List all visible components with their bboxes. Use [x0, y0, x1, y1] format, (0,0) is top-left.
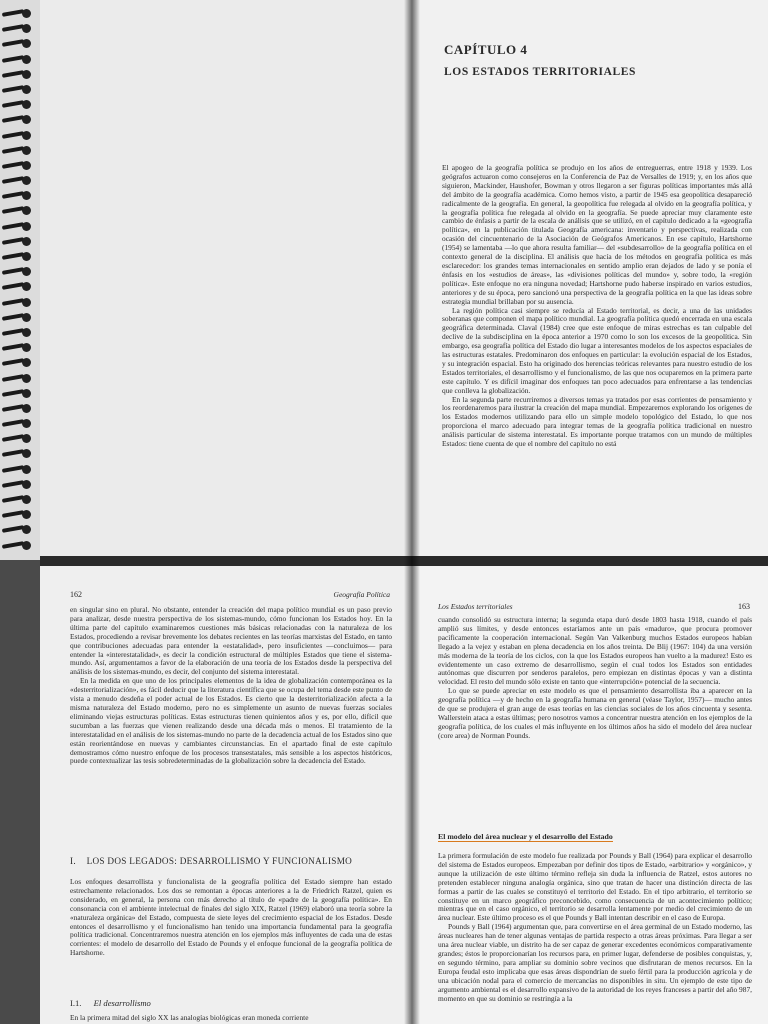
spiral-ring [0, 97, 42, 112]
section-body [70, 878, 392, 986]
spiral-ring [0, 446, 42, 461]
chapter-title: LOS ESTADOS TERRITORIALES [444, 66, 637, 78]
paragraph: La primera formulación de este modelo fue realizada por Pounds y Ball (1964) para explicar el desarrollo del sistema de Estados europeos. Empezaban por definir dos tipos de Estado, «arbitrario» y «orgánico», y aunque la utilización de este último término refleja sin duda la influencia de Ratzel, estos autores no pretenden establecer ninguna analogía orgánica, sino que tratan de hacer una distinción directa de las formas a partir de las cuales se constituyó el territorio del Estado. En el tipo arbitrario, el territorio se constituye en un marco geográfico preconcebido, como consecuencia de un acontecimiento político; mientras que en el caso orgánico, el territorio se desarrolla lentamente por medio del crecimiento de un área nuclear. Este último proceso es el que Pounds y Ball intentan describir en el caso de Europa. [438, 852, 752, 923]
spiral-ring [0, 67, 42, 82]
last-line [70, 1014, 392, 1024]
book-gutter [404, 0, 420, 1024]
spiral-ring [0, 173, 42, 188]
running-head: Los Estados territoriales [438, 602, 513, 611]
running-head: Geografía Política [333, 590, 390, 599]
spiral-ring [0, 249, 42, 264]
section-number: I. [70, 856, 76, 866]
spiral-ring [0, 112, 42, 127]
subsection-title: El desarrollismo [93, 998, 151, 1008]
subsection-heading [70, 998, 151, 1008]
chapter-opening-page [412, 0, 768, 560]
blank-page [40, 0, 412, 560]
paragraph: Lo que se puede apreciar en este modelo es que el pensamiento desarrollista iba a aparecer en la geografía política —y de hecho en la geografía humana en general (véase Taylor, 1957)— mucho antes de que se produjera el gran auge de esas teorías en las ciencias sociales de los años cincuenta y sesenta. Wallerstein ataca a estas últimas; pero nosotros vamos a concentrar nuestra atención en los ejemplos de la geografía política, de los cuales el más influyente en los últimos años ha sido el modelo del área nuclear (core area) de Norman Pounds. [438, 686, 752, 740]
section-title: LOS DOS LEGADOS: DESARROLLISMO Y FUNCIONALISMO [86, 856, 353, 866]
spiral-ring [0, 203, 42, 218]
spiral-ring [0, 477, 42, 492]
spiral-ring [0, 431, 42, 446]
subsection-number: I.1. [70, 998, 82, 1008]
spiral-ring [0, 295, 42, 310]
chapter-label: CAPÍTULO 4 [444, 42, 528, 57]
chapter-body [442, 164, 752, 560]
spiral-ring [0, 325, 42, 340]
spiral-ring [0, 507, 42, 522]
spiral-ring [0, 52, 42, 67]
spiral-ring [0, 538, 42, 553]
subheading [438, 832, 613, 841]
subsection-body [438, 852, 752, 1024]
spiral-ring [0, 371, 42, 386]
subheading-text: El modelo del área nuclear y el desarrollo del Estado [438, 832, 613, 841]
spiral-ring [0, 355, 42, 370]
spiral-ring [0, 401, 42, 416]
spiral-ring [0, 128, 42, 143]
spiral-ring [0, 21, 42, 36]
page-body [438, 616, 752, 822]
spiral-ring [0, 340, 42, 355]
paragraph: En la medida en que uno de los principales elementos de la idea de globalización contemporánea es la «desterritorialización», es fácil deducir que la literatura científica que se ocupa del tema desde este punto de vista a menudo desdeña el poder actual de los Estados. Es cierto que la desterritorialización afecta a la misma naturaleza del Estado moderno, pero no es simplemente un asunto de nuevas fuerzas sociales eliminando viejas estructuras políticas. Estas estructuras tienen quinientos años y es, por ello, difícil que sucumban a las fuerzas que vienen realizando desde una década más o menos. El tratamiento de la interestatalidad en el análisis de los sistemas-mundo no parte de la decadencia actual de los Estados sino que están reorientándose en nuevas y cambiantes circunstancias. En el apartado final de este capítulo demostramos cómo nuestro enfoque de los procesos transestatales, más sensible a los aspectos históricos, puede contextualizar las tesis sobredeterminadas de la globalización sobre la decadencia del Estado. [70, 676, 392, 766]
section-heading [70, 856, 352, 866]
paragraph: El apogeo de la geografía política se produjo en los años de entreguerras, entre 1918 y 1939. Los geógrafos actuaron como consejeros en la Conferencia de Paz de Versalles de 1919; y, en los años que siguieron, Mackinder, Haushofer, Bowman y otros llegaron a ser figuras políticas importantes más allá del ámbito de la geografía académica. Como hemos visto, a partir de 1945 esa geopolítica desapareció radicalmente de la geografía. En general, la geopolítica fue relegada al olvido en la geografía política, y la geografía política fue relegada al olvido en la geografía. Se puede apreciar muy claramente este cambio de énfasis a partir de la escala de análisis que se utilizó, en el capítulo dedicado a la «geografía política», en la publicación titulada Geografía americana: inventario y perspectivas, realizada con ocasión del cincuentenario de la Asociación de Geógrafos Americanos. En ese capítulo, Hartshorne (1954) se lamentaba —lo que ahora resulta familiar— del «subdesarrollo» de la geografía política en el contexto general de la disciplina. El análisis que hacía de los métodos en geografía política es más esclarecedor: los grandes temas internacionales en sentido amplio eran dejados de lado y se ponía el énfasis en los «estudios de áreas», las «divisiones políticas del mundo» y, sobre todo, la «región política». Este enfoque no era ninguna novedad; Hartshorne pudo haberse inspirado en varios estudios, anteriores y de su época, pero sancionó una perspectiva de la geografía política en la que las ideas sobre estrategia mundial brillaban por su ausencia. [442, 164, 752, 306]
paragraph: En la segunda parte recurriremos a diversos temas ya tratados por esas corrientes de pensamiento y los reordenaremos para ilustrar la creación del mapa mundial. Empezaremos explorando los orígenes de los Estados modernos utilizando para ello un simple modelo topológico del Estado, lo que nos proporciona el marco adecuado para integrar temas de la geografía política tradicional en nuestro análisis particular de sistema interestatal. Es importante porque tratamos con un mundo de múltiples Estados: tiene cuenta de que el nombre del capítulo no está [442, 394, 752, 449]
spiral-ring [0, 188, 42, 203]
paragraph: en singular sino en plural. No obstante, entender la creación del mapa político mundial es un paso previo para analizar, desde nuestra perspectiva de los sistemas-mundo, cómo funcionan los Estados hoy. En la última parte del capítulo examinaremos cuestiones más básicas relacionadas con la naturaleza de los Estados, procediendo a revisar brevemente los debates recientes en las teorías marxistas del Estado, en tanto que contribuciones adecuadas para entender la «estatalidad», pero insuficientes —concluimos— para entender la «interestatalidad», es decir la condición estructural de múltiples Estados que tiene el sistema-mundo. Así, argumentamos a favor de la elaboración de una teoría de los Estados desde la perspectiva del análisis de los sistemas-mundo, es decir, del conjunto del sistema interestatal. [70, 606, 392, 677]
spiral-ring [0, 234, 42, 249]
spiral-ring [0, 416, 42, 431]
spiral-ring [0, 386, 42, 401]
spiral-ring [0, 82, 42, 97]
spiral-ring [0, 279, 42, 294]
spiral-ring [0, 264, 42, 279]
spiral-ring [0, 143, 42, 158]
paragraph: Los enfoques desarrollista y funcionalista de la geografía política del Estado siempre han estado estrechamente relacionados. Los dos se remontan a épocas anteriores a la de Friedrich Ratzel, quien es considerado, en general, la persona con más derecho al título de «padre de la geografía política». En consonancia con el ambiente intelectual de finales del siglo XIX, Ratzel (1969) elaboró una teoría sobre la «naturaleza orgánica» del Estado, compuesta de siete leyes del crecimiento espacial de los Estados. Desde entonces el desarrollismo y el funcionalismo han tenido una importancia fundamental para la geografía política tradicional. Concentraremos nuestra atención en los ejemplos más influyentes de cada una de estas corrientes: el modelo de desarrollo del Estado de Pounds y el enfoque funcional de la geografía política de Hartshorne. [70, 878, 392, 958]
spiral-ring [0, 462, 42, 477]
page-162 [40, 566, 410, 1024]
spiral-binding [0, 6, 42, 553]
spiral-ring [0, 36, 42, 51]
spiral-ring [0, 6, 42, 21]
paragraph: En la primera mitad del siglo XX las analogías biológicas eran moneda corriente [70, 1014, 309, 1022]
page-number: 162 [70, 590, 82, 599]
spiral-ring [0, 219, 42, 234]
spiral-ring [0, 492, 42, 507]
paragraph: Pounds y Ball (1964) argumentan que, para convertirse en el área germinal de un Estado moderno, las áreas nucleares han de tener algunas ventajas de partida respecto a otras áreas próximas. Para llegar a ser una área nuclear viable, un distrito ha de ser capaz de generar excedentes económicos comparativamente grandes; éstos le proporcionarían los recursos para, en primer lugar, defenderse de posibles conquistas, y, en segundo término, para ampliar su dominio sobre vecinos que disfrutaran de menos recursos. En la Europa feudal esto implicaba que esas áreas dispondrían de suelo fértil para la producción agrícola y de una ubicación nodal para el comercio de mercancías no disponibles in situ. Un ejemplo de este tipo de argumento ambiental es el desarrollo expansivo de la autoridad de los reyes franceses a partir del año 987, momento en que su dominio se restringía a la [438, 922, 752, 1003]
spiral-ring [0, 522, 42, 537]
page-body [70, 606, 392, 834]
paragraph: cuando consolidó su estructura interna; la segunda etapa duró desde 1803 hasta 1918, cuando el país amplió sus límites, y desde entonces estaríamos ante un país «maduro», que procura promover pacíficamente la cooperación internacional. Según Van Valkenburg muchos Estados europeos habían llegado a la vejez y estaban en plena decadencia en los años treinta. De Blij (1967: 104) da una versión más moderna de la teoría de los ciclos, con la que los Estados europeos han vuelto a la madurez! Esto es evidentemente un caso extremo de desarrollismo, según el cual todos los Estados son entidades autónomas que discurren por senderos paralelos, pero empiezan en distintas épocas y van a distinta velocidad. El resto del mundo sólo existe en tanto que «interrupción» potencial de la secuencia. [438, 616, 752, 687]
page-163 [410, 566, 768, 1024]
paragraph: La región política casi siempre se reducía al Estado territorial, es decir, a una de las unidades soberanas que componen el mapa político mundial. La geografía política quedó encerrada en una escala geográfica determinada. Claval (1984) cree que este enfoque de miras estrechas es tan culpable del declive de la subdisciplina en la época anterior a 1970 como lo son los excesos de la geopolítica. Sin embargo, esa geografía política del Estado dio lugar a interesantes modelos de los aspectos espaciales de las estructuras estatales. Predominaron dos enfoques en particular: la evolución espacial de los Estados, y su integración espacial. Esto ha originado dos herencias teóricas relevantes para nuestro estudio de los Estados territoriales, el desarrollismo y el funcionalismo, de las que nos ocuparemos en la primera parte este capítulo. Y es difícil imaginar dos enfoques tan poco adecuados para enfrentarse a las tendencias que conlleva la globalización. [442, 305, 752, 395]
spiral-ring [0, 158, 42, 173]
spiral-ring [0, 310, 42, 325]
page-number: 163 [738, 602, 750, 611]
